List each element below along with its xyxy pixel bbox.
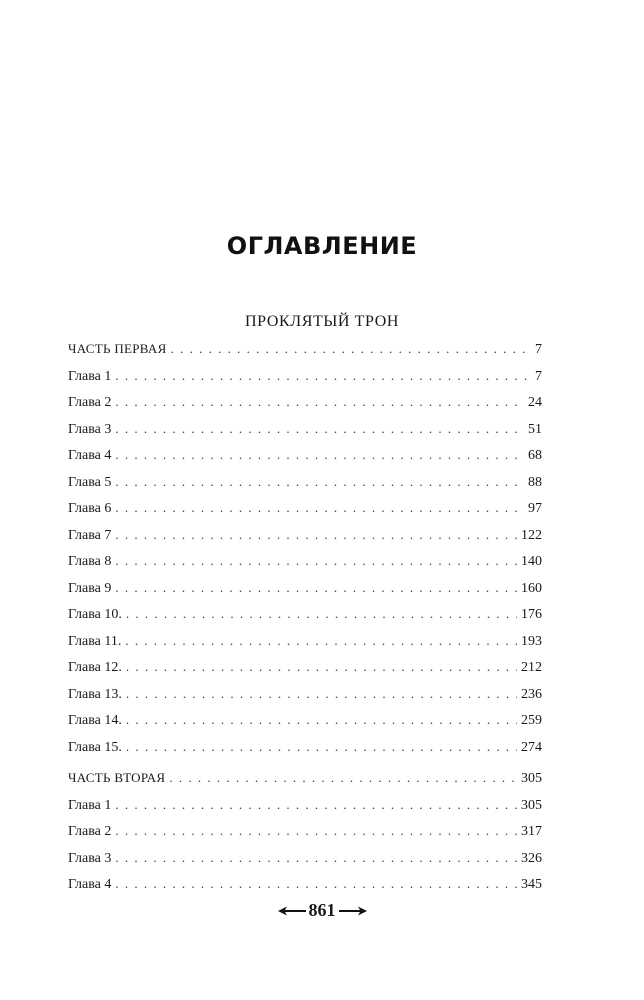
left-arrow-ornament-icon (277, 905, 307, 917)
book-title: ПРОКЛЯТЫЙ ТРОН (244, 313, 400, 330)
toc-entry-page: 140 (521, 554, 542, 569)
dot-leader (169, 767, 517, 789)
toc-entry-page: 326 (521, 850, 542, 866)
toc-chapter-entry (68, 550, 542, 577)
toc-entry-label: Глава 4 (68, 877, 112, 892)
toc-entry-label: Глава 3 (68, 850, 112, 866)
dot-leader (115, 365, 531, 387)
toc-chapter-entry (68, 630, 542, 657)
dot-leader (115, 820, 517, 842)
toc-entry-page: 51 (528, 421, 542, 437)
dot-leader (126, 683, 517, 705)
toc-entry-page: 305 (521, 771, 542, 786)
dot-leader (126, 736, 517, 758)
dot-leader (115, 873, 517, 895)
toc-entry-label: Глава 14. (68, 713, 122, 728)
toc-chapter-entry (68, 683, 542, 710)
toc-chapter-entry (68, 603, 542, 630)
toc-entry-page: 7 (535, 368, 542, 384)
toc-entry-page: 88 (528, 474, 542, 490)
toc-chapter-entry (68, 577, 542, 604)
toc-entry-label: Глава 6 (68, 501, 112, 516)
toc-entry-label: Глава 1 (68, 368, 112, 384)
toc-chapter-entry (68, 873, 542, 900)
dot-leader (115, 444, 524, 466)
toc-chapter-entry (68, 444, 542, 471)
toc-chapter-entry (68, 847, 542, 874)
dot-leader (115, 391, 524, 413)
toc-entry-label: Глава 15. (68, 739, 122, 755)
toc-part-entry (68, 338, 542, 365)
dot-leader (115, 524, 517, 546)
toc-chapter-entry (68, 656, 542, 683)
toc-chapter-entry (68, 365, 542, 392)
toc-entry-page: 176 (521, 607, 542, 622)
dot-leader (115, 577, 517, 599)
toc-entry-label: Глава 9 (68, 580, 112, 596)
toc-chapter-entry (68, 794, 542, 821)
dot-leader (115, 497, 524, 519)
dot-leader (126, 656, 517, 678)
toc-entry-label: Глава 11. (68, 633, 122, 649)
page-number: 861 (308, 900, 336, 920)
toc-chapter-entry (68, 709, 542, 736)
toc-entry-page: 345 (521, 877, 542, 892)
toc-entry-page: 122 (521, 527, 542, 543)
page-title: ОГЛАВЛЕНИЕ (226, 232, 418, 260)
toc-entry-label: Глава 7 (68, 527, 112, 543)
toc-entry-label: Глава 5 (68, 474, 112, 490)
toc-entry-label: Глава 10. (68, 607, 122, 622)
toc-entry-label: Глава 4 (68, 448, 112, 463)
toc-chapter-entry (68, 391, 542, 418)
toc-entry-page: 7 (535, 342, 542, 357)
toc-entry-page: 236 (521, 686, 542, 702)
toc-chapter-entry (68, 418, 542, 445)
dot-leader (126, 603, 517, 625)
dot-leader (171, 338, 531, 360)
toc-entry-label: ЧАСТЬ ВТОРАЯ (68, 770, 166, 785)
right-arrow-ornament-icon (338, 905, 368, 917)
dot-leader (115, 471, 524, 493)
dot-leader (115, 418, 524, 440)
dot-leader (115, 550, 517, 572)
toc-entry-page: 193 (521, 633, 542, 649)
dot-leader (115, 794, 517, 816)
toc-entry-label: Глава 2 (68, 824, 112, 839)
page-folio (0, 900, 644, 921)
toc-entry-page: 24 (528, 395, 542, 410)
toc-chapter-entry (68, 736, 542, 763)
toc-entry-page: 97 (528, 501, 542, 516)
toc-entry-page: 274 (521, 739, 542, 755)
toc-chapter-entry (68, 820, 542, 847)
toc-entry-page: 259 (521, 713, 542, 728)
toc-entry-label: ЧАСТЬ ПЕРВАЯ (68, 341, 167, 356)
toc-entry-label: Глава 13. (68, 686, 122, 702)
toc-part-entry (68, 767, 542, 794)
toc-entry-label: Глава 1 (68, 797, 112, 813)
toc-list (68, 338, 542, 900)
toc-chapter-entry (68, 497, 542, 524)
dot-leader (115, 847, 517, 869)
toc-entry-page: 212 (521, 660, 542, 675)
toc-entry-label: Глава 3 (68, 421, 112, 437)
toc-entry-label: Глава 8 (68, 554, 112, 569)
toc-entry-page: 305 (521, 797, 542, 813)
dot-leader (125, 630, 517, 652)
toc-entry-page: 317 (521, 824, 542, 839)
dot-leader (126, 709, 517, 731)
toc-chapter-entry (68, 524, 542, 551)
toc-entry-label: Глава 2 (68, 395, 112, 410)
toc-entry-page: 68 (528, 448, 542, 463)
toc-entry-page: 160 (521, 580, 542, 596)
toc-chapter-entry (68, 471, 542, 498)
toc-entry-label: Глава 12. (68, 660, 122, 675)
